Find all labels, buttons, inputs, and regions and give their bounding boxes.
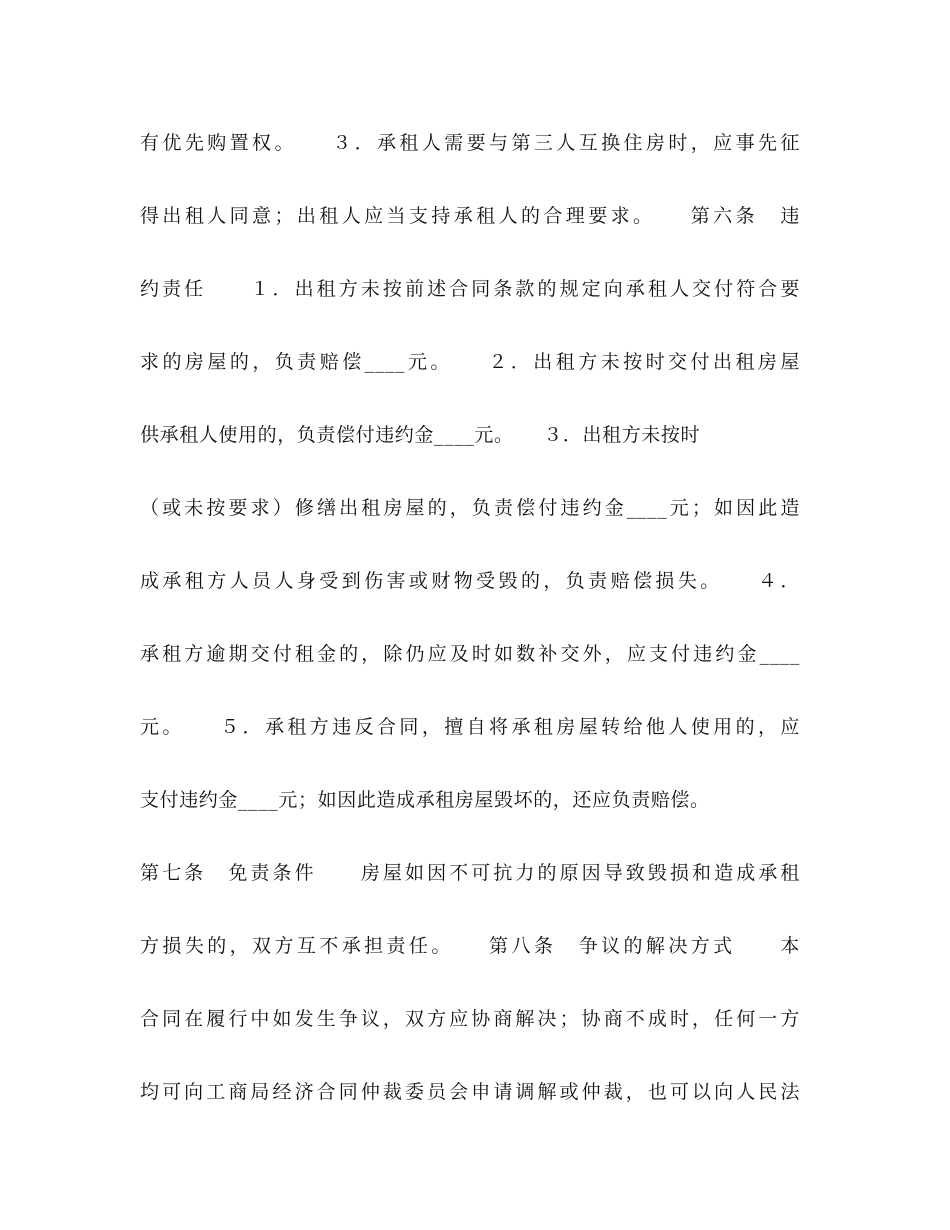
text-line: 约责任 １．出租方未按前述合同条款的规定向承租人交付符合要: [140, 278, 800, 300]
text-line: 有优先购置权。 ３．承租人需要与第三人互换住房时，应事先征: [140, 132, 800, 154]
text-line: 均可向工商局经济合同仲裁委员会申请调解或仲裁，也可以向人民法: [140, 1081, 800, 1103]
text-line: 承租方逾期交付租金的，除仍应及时如数补交外，应支付违约金____: [140, 643, 800, 665]
text-line: 第七条 免责条件 房屋如因不可抗力的原因导致毁损和造成承租: [140, 862, 800, 884]
text-line: 得出租人同意；出租人应当支持承租人的合理要求。 第六条 违: [140, 205, 800, 227]
text-line: 供承租人使用的，负责偿付违约金____元。 ３．出租方未按时: [140, 424, 701, 446]
text-line: （或未按要求）修缮出租房屋的，负责偿付违约金____元；如因此造: [140, 497, 800, 519]
text-line: 成承租方人员人身受到伤害或财物受毁的，负责赔偿损失。 ４．: [140, 570, 800, 592]
text-line: 求的房屋的，负责赔偿____元。 ２．出租方未按时交付出租房屋: [140, 351, 800, 373]
text-line: 元。 ５．承租方违反合同，擅自将承租房屋转给他人使用的，应: [140, 716, 800, 738]
text-line: 支付违约金____元；如因此造成承租房屋毁坏的，还应负责赔偿。: [140, 789, 710, 811]
text-line: 合同在履行中如发生争议，双方应协商解决；协商不成时，任何一方: [140, 1008, 800, 1030]
text-line: 方损失的，双方互不承担责任。 第八条 争议的解决方式 本: [140, 935, 800, 957]
